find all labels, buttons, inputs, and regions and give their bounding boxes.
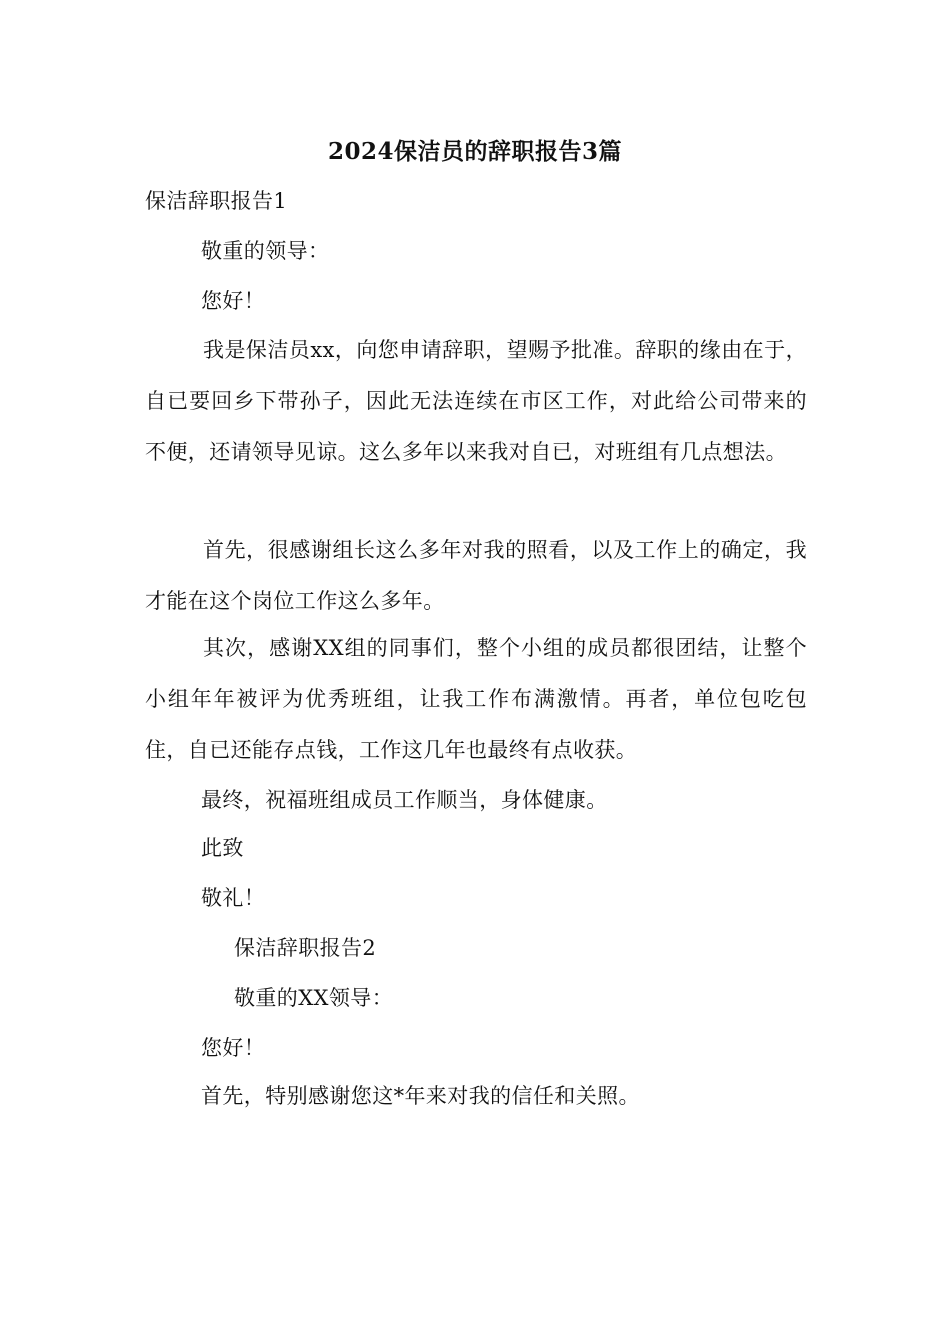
section-heading-1: 保洁辞职报告1: [145, 189, 288, 213]
closing-line-1: 此致: [201, 836, 244, 860]
greeting-2: 您好！: [201, 1036, 266, 1060]
body-paragraph-2: 首先，很感谢组长这么多年对我的照看，以及工作上的确定，我才能在这个岗位工作这么多年。: [145, 538, 807, 613]
document-title: 2024保洁员的辞职报告3篇: [327, 138, 623, 165]
salutation: 敬重的领导：: [201, 239, 330, 263]
body-paragraph-1: 我是保洁员xx，向您申请辞职，望赐予批准。辞职的缘由在于，自已要回乡下带孙子，因此无法连续在市区工作，对此给公司带来的不便，还请领导见谅。这么多年以来我对自已，对班组有几点想法。: [145, 338, 807, 464]
body-paragraph-3: 其次，感谢XX组的同事们，整个小组的成员都很团结，让整个小组年年被评为优秀班组，让我工作布满激情。再者，单位包吃包住，自已还能存点钱，工作这几年也最终有点收获。: [145, 636, 807, 762]
section-heading-2: 保洁辞职报告2: [234, 936, 377, 960]
body-paragraph-5: 首先，特别感谢您这*年来对我的信任和关照。: [201, 1084, 640, 1108]
body-paragraph-4: 最终，祝福班组成员工作顺当，身体健康。: [201, 788, 608, 812]
greeting: 您好！: [201, 289, 266, 313]
salutation-2: 敬重的XX领导：: [234, 986, 394, 1010]
closing-line-2: 敬礼！: [201, 886, 266, 910]
